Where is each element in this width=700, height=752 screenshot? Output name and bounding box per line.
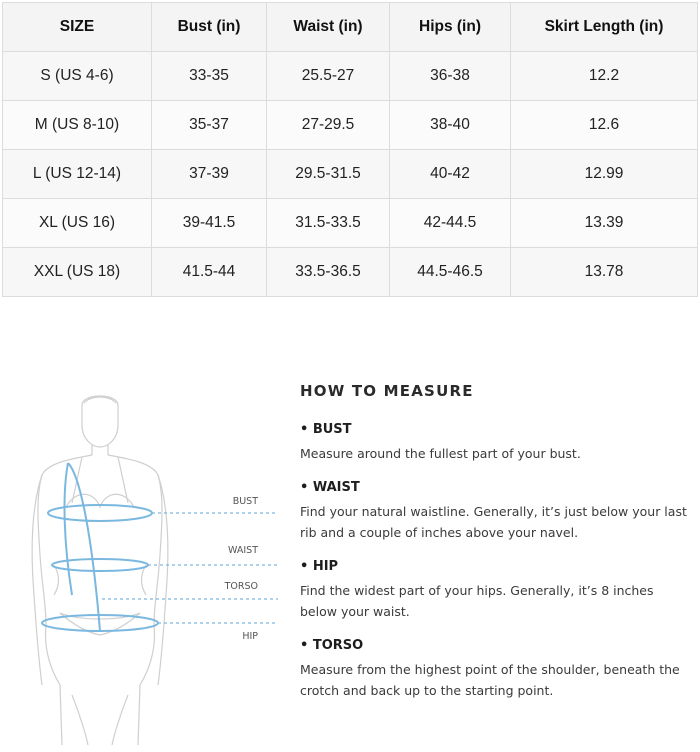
table-header-row <box>3 3 698 52</box>
label-waist: WAIST <box>227 545 258 556</box>
header-bust: Bust (in) <box>152 3 267 52</box>
measure-item-title: • TORSO <box>300 638 364 653</box>
cell-waist: 25.5-27 <box>267 52 390 101</box>
measure-item-bust <box>300 422 690 464</box>
measure-item-torso <box>300 638 690 701</box>
body-measurement-figure <box>20 395 280 745</box>
measure-item-desc: Measure around the fullest part of your bust. <box>300 446 581 461</box>
cell-waist: 31.5-33.5 <box>267 199 390 248</box>
cell-bust: 41.5-44 <box>152 248 267 297</box>
cell-skirt-length: 12.2 <box>511 52 698 101</box>
cell-hips: 38-40 <box>390 101 511 150</box>
cell-size: XL (US 16) <box>3 199 152 248</box>
label-hip: HIP <box>242 631 258 642</box>
cell-size: M (US 8-10) <box>3 101 152 150</box>
table-row <box>3 101 698 150</box>
how-to-measure-title: HOW TO MEASURE <box>300 382 474 400</box>
header-skirt-length: Skirt Length (in) <box>511 3 698 52</box>
waist-line <box>52 559 148 571</box>
cell-hips: 36-38 <box>390 52 511 101</box>
header-waist: Waist (in) <box>267 3 390 52</box>
measure-item-title: • BUST <box>300 422 352 437</box>
how-to-measure-section <box>300 382 690 717</box>
cell-waist: 29.5-31.5 <box>267 150 390 199</box>
cell-hips: 42-44.5 <box>390 199 511 248</box>
size-chart-table <box>2 2 698 297</box>
label-torso: TORSO <box>224 581 258 592</box>
header-hips: Hips (in) <box>390 3 511 52</box>
cell-bust: 35-37 <box>152 101 267 150</box>
cell-skirt-length: 12.6 <box>511 101 698 150</box>
header-size: SIZE <box>3 3 152 52</box>
measure-item-hip <box>300 559 690 622</box>
torso-line <box>68 463 100 631</box>
cell-waist: 27-29.5 <box>267 101 390 150</box>
table-row <box>3 52 698 101</box>
label-bust: BUST <box>232 496 258 507</box>
cell-hips: 44.5-46.5 <box>390 248 511 297</box>
measure-item-title: • HIP <box>300 559 339 574</box>
cell-skirt-length: 12.99 <box>511 150 698 199</box>
measure-item-desc: Find your natural waistline. Generally, it’s just below your last rib and a couple of inches above your navel. <box>300 504 687 540</box>
table-row <box>3 248 698 297</box>
cell-size: L (US 12-14) <box>3 150 152 199</box>
cell-skirt-length: 13.39 <box>511 199 698 248</box>
cell-size: S (US 4-6) <box>3 52 152 101</box>
measure-item-title: • WAIST <box>300 480 360 495</box>
measure-item-desc: Measure from the highest point of the shoulder, beneath the crotch and back up to the starting point. <box>300 662 680 698</box>
table-row <box>3 150 698 199</box>
cell-hips: 40-42 <box>390 150 511 199</box>
cell-bust: 33-35 <box>152 52 267 101</box>
label-leaders <box>102 513 278 623</box>
table-row <box>3 199 698 248</box>
cell-bust: 37-39 <box>152 150 267 199</box>
cell-waist: 33.5-36.5 <box>267 248 390 297</box>
measure-item-desc: Find the widest part of your hips. Generally, it’s 8 inches below your waist. <box>300 583 654 619</box>
cell-size: XXL (US 18) <box>3 248 152 297</box>
measure-item-waist <box>300 480 690 543</box>
cell-bust: 39-41.5 <box>152 199 267 248</box>
cell-skirt-length: 13.78 <box>511 248 698 297</box>
measurement-lines <box>42 463 158 631</box>
